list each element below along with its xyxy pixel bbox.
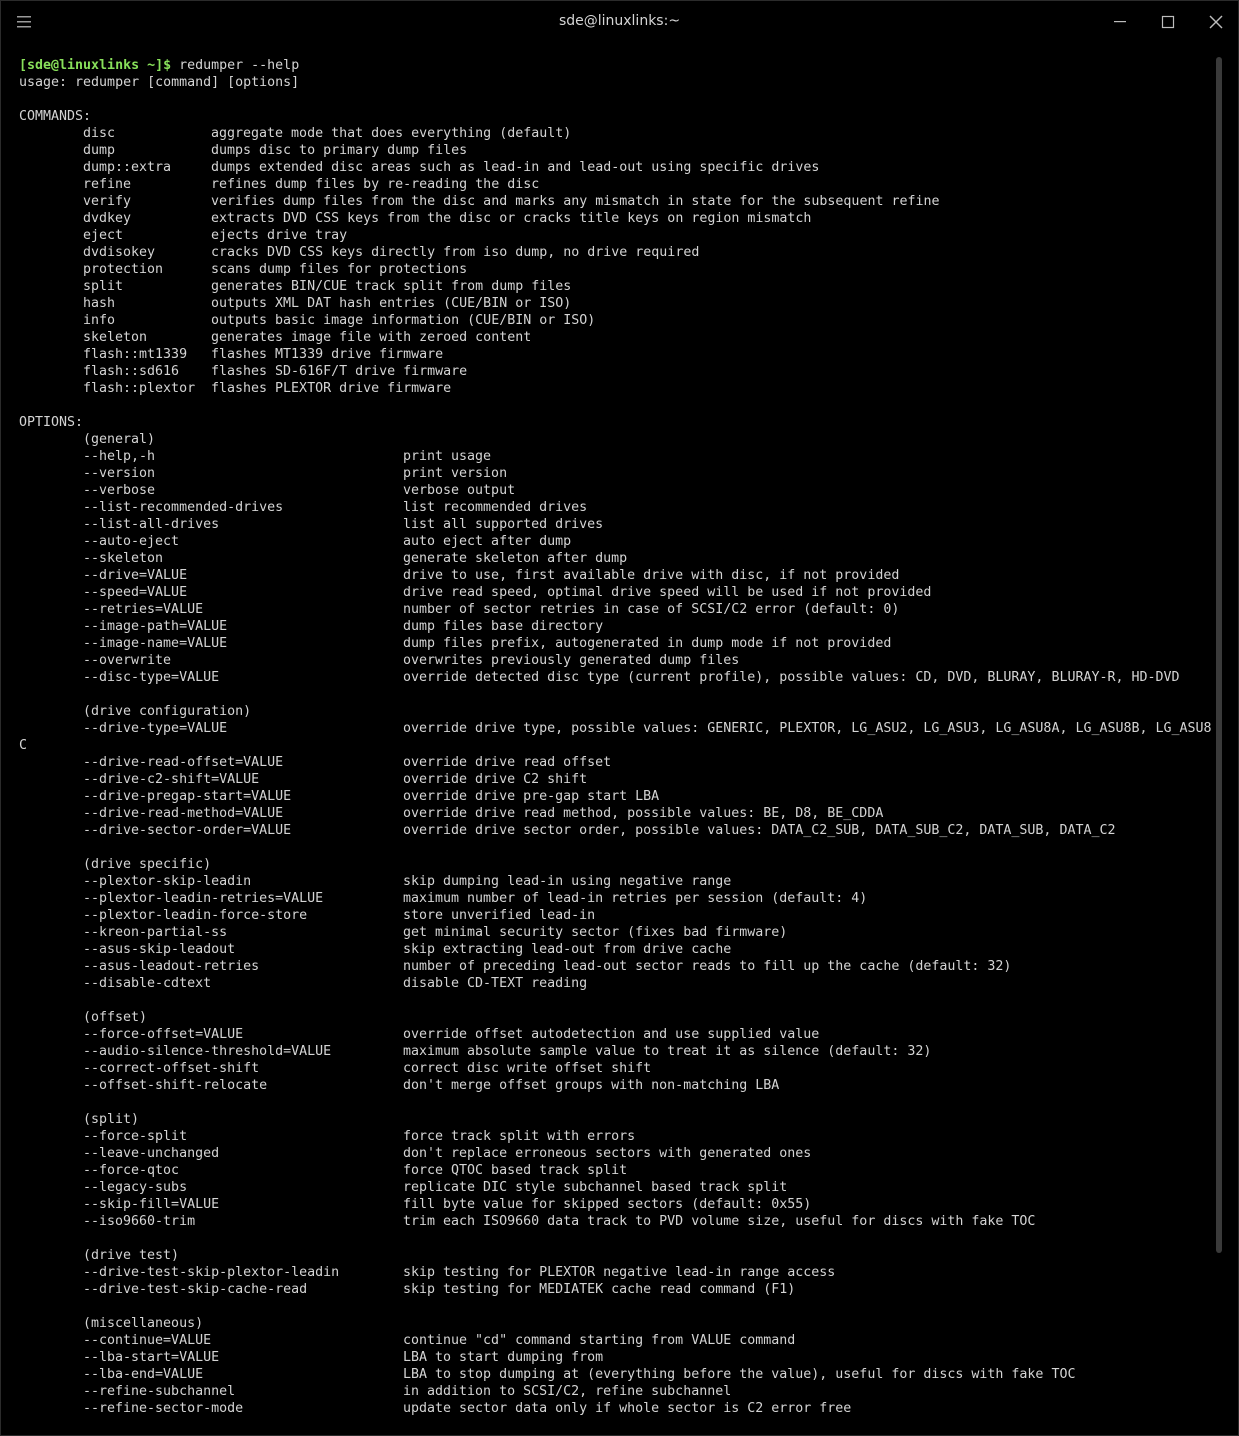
command-description: scans dump files for protections — [211, 262, 468, 277]
command-name: protection — [83, 262, 164, 277]
option-description: override drive type, possible values: GENERIC, PLEXTOR, LG_ASU2, LG_ASU3, LG_ASU8A, LG_ASU8B, LG_ASU8 — [403, 721, 1212, 736]
option-row — [19, 635, 1215, 652]
option-name: --list-recommended-drives — [83, 500, 284, 515]
option-description: verbose output — [403, 483, 516, 498]
close-button[interactable] — [1207, 13, 1225, 31]
commands-list — [19, 125, 1215, 397]
command-row — [19, 159, 1215, 176]
command-row — [19, 380, 1215, 397]
option-description: force QTOC based track split — [403, 1163, 628, 1178]
group-label: (split) — [83, 1112, 140, 1127]
blank-line — [19, 1094, 1215, 1111]
option-row — [19, 1026, 1215, 1043]
option-description: dump files base directory — [403, 619, 604, 634]
option-row — [19, 805, 1215, 822]
option-description: update sector data only if whole sector is C2 error free — [403, 1401, 852, 1416]
option-description: maximum absolute sample value to treat it as silence (default: 32) — [403, 1044, 932, 1059]
option-description: number of preceding lead-out sector reads to fill up the cache (default: 32) — [403, 959, 1012, 974]
command-row — [19, 125, 1215, 142]
option-group-title — [19, 856, 1215, 873]
option-description: store unverified lead-in — [403, 908, 596, 923]
command-name: skeleton — [83, 330, 148, 345]
option-group-title — [19, 703, 1215, 720]
option-name: --lba-end=VALUE — [83, 1367, 204, 1382]
option-group-title — [19, 1315, 1215, 1332]
option-description: LBA to stop dumping at (everything before the value), useful for discs with fake TOC — [403, 1367, 1076, 1382]
option-name: --refine-subchannel — [83, 1384, 236, 1399]
group-label: (drive specific) — [83, 857, 212, 872]
command-description: generates BIN/CUE track split from dump files — [211, 279, 572, 294]
commands-header: COMMANDS: — [19, 109, 92, 124]
option-row — [19, 941, 1215, 958]
option-description: skip extracting lead-out from drive cache — [403, 942, 732, 957]
option-row — [19, 482, 1215, 499]
blank-line — [19, 397, 1215, 414]
command-name: disc — [83, 126, 116, 141]
option-row — [19, 975, 1215, 992]
option-row — [19, 669, 1215, 686]
option-description: list recommended drives — [403, 500, 588, 515]
maximize-button[interactable] — [1159, 13, 1177, 31]
option-row — [19, 1383, 1215, 1400]
command-row — [19, 312, 1215, 329]
options-header: OPTIONS: — [19, 415, 84, 430]
option-description: trim each ISO9660 data track to PVD volume size, useful for discs with fake TOC — [403, 1214, 1036, 1229]
option-description: generate skeleton after dump — [403, 551, 628, 566]
option-name: --verbose — [83, 483, 156, 498]
option-description: override offset autodetection and use supplied value — [403, 1027, 820, 1042]
blank-line — [19, 839, 1215, 856]
option-description: LBA to start dumping from — [403, 1350, 604, 1365]
option-description: skip dumping lead-in using negative range — [403, 874, 732, 889]
option-name: --image-path=VALUE — [83, 619, 228, 634]
option-name: --asus-leadout-retries — [83, 959, 260, 974]
option-group-title — [19, 1111, 1215, 1128]
command-row — [19, 278, 1215, 295]
command-name: eject — [83, 228, 124, 243]
command-row — [19, 261, 1215, 278]
option-name: --asus-skip-leadout — [83, 942, 236, 957]
blank-line — [19, 686, 1215, 703]
option-name: --force-split — [83, 1129, 188, 1144]
command-description: extracts DVD CSS keys from the disc or cracks title keys on region mismatch — [211, 211, 812, 226]
option-description: override drive C2 shift — [403, 772, 588, 787]
option-name: --skip-fill=VALUE — [83, 1197, 220, 1212]
command-name: dvdisokey — [83, 245, 156, 260]
option-name: --plextor-leadin-force-store — [83, 908, 308, 923]
command-row — [19, 210, 1215, 227]
option-name: --force-offset=VALUE — [83, 1027, 244, 1042]
options-list — [19, 431, 1215, 1417]
option-description: override drive sector order, possible values: DATA_C2_SUB, DATA_SUB_C2, DATA_SUB, DATA_C2 — [403, 823, 1116, 838]
option-name: --drive-test-skip-cache-read — [83, 1282, 308, 1297]
command-description: generates image file with zeroed content — [211, 330, 532, 345]
command-description: flashes PLEXTOR drive firmware — [211, 381, 452, 396]
option-row — [19, 1400, 1215, 1417]
group-label: (drive test) — [83, 1248, 180, 1263]
command-name: dvdkey — [83, 211, 132, 226]
option-description: number of sector retries in case of SCSI/C2 error (default: 0) — [403, 602, 900, 617]
option-row — [19, 873, 1215, 890]
command-description: refines dump files by re-reading the disc — [211, 177, 540, 192]
option-name: --lba-start=VALUE — [83, 1350, 220, 1365]
command-description: outputs XML DAT hash entries (CUE/BIN or ISO) — [211, 296, 572, 311]
option-name: --kreon-partial-ss — [83, 925, 228, 940]
option-description: skip testing for MEDIATEK cache read command (F1) — [403, 1282, 796, 1297]
option-name: --correct-offset-shift — [83, 1061, 260, 1076]
option-name: --refine-sector-mode — [83, 1401, 244, 1416]
blank-line — [19, 1230, 1215, 1247]
command-row — [19, 363, 1215, 380]
option-group-title — [19, 1247, 1215, 1264]
option-row — [19, 567, 1215, 584]
option-row — [19, 1145, 1215, 1162]
option-description: print usage — [403, 449, 492, 464]
option-name: --iso9660-trim — [83, 1214, 196, 1229]
command-description: flashes MT1339 drive firmware — [211, 347, 444, 362]
option-description: override detected disc type (current profile), possible values: CD, DVD, BLURAY, BLURAY-R, HD-DVD — [403, 670, 1180, 685]
option-row — [19, 771, 1215, 788]
wrapped-text: C — [19, 738, 28, 753]
group-label: (general) — [83, 432, 156, 447]
option-row — [19, 1213, 1215, 1230]
option-description: override drive pre-gap start LBA — [403, 789, 660, 804]
command-row — [19, 329, 1215, 346]
option-row — [19, 448, 1215, 465]
command-row — [19, 295, 1215, 312]
option-description: maximum number of lead-in retries per session (default: 4) — [403, 891, 868, 906]
option-row — [19, 788, 1215, 805]
option-name: --offset-shift-relocate — [83, 1078, 268, 1093]
command-description: dumps disc to primary dump files — [211, 143, 468, 158]
option-description: overwrites previously generated dump files — [403, 653, 740, 668]
command-name: dump::extra — [83, 160, 172, 175]
option-name: --drive-read-offset=VALUE — [83, 755, 284, 770]
command-name: verify — [83, 194, 132, 209]
option-description: replicate DIC style subchannel based track split — [403, 1180, 788, 1195]
option-group-title — [19, 431, 1215, 448]
option-row — [19, 1281, 1215, 1298]
option-description: drive read speed, optimal drive speed will be used if not provided — [403, 585, 932, 600]
blank-line — [19, 992, 1215, 1009]
title-bar — [1, 1, 1238, 43]
option-description: override drive read offset — [403, 755, 612, 770]
option-row — [19, 584, 1215, 601]
minimize-icon — [1111, 13, 1129, 31]
command-name: flash::mt1339 — [83, 347, 188, 362]
terminal-output[interactable] — [19, 57, 1215, 1431]
command-name: flash::sd616 — [83, 364, 180, 379]
option-row — [19, 550, 1215, 567]
option-name: --drive-pregap-start=VALUE — [83, 789, 292, 804]
option-description: print version — [403, 466, 508, 481]
option-row — [19, 1162, 1215, 1179]
option-name: --drive-type=VALUE — [83, 721, 228, 736]
option-name: --auto-eject — [83, 534, 180, 549]
window-title: sde@linuxlinks:~ — [558, 13, 681, 29]
option-name: --list-all-drives — [83, 517, 220, 532]
option-description: in addition to SCSI/C2, refine subchannel — [403, 1384, 732, 1399]
option-row — [19, 890, 1215, 907]
command-description: ejects drive tray — [211, 228, 348, 243]
option-name: --skeleton — [83, 551, 164, 566]
option-name: --legacy-subs — [83, 1180, 188, 1195]
option-row — [19, 1264, 1215, 1281]
option-description: list all supported drives — [403, 517, 604, 532]
option-row — [19, 907, 1215, 924]
command-row — [19, 193, 1215, 210]
option-group-title — [19, 1009, 1215, 1026]
shell-prompt: [sde@linuxlinks ~]$ — [19, 58, 172, 73]
minimize-button[interactable] — [1111, 13, 1129, 31]
command-row — [19, 142, 1215, 159]
command-description: dumps extended disc areas such as lead-in and lead-out using specific drives — [211, 160, 820, 175]
option-row — [19, 958, 1215, 975]
option-row — [19, 465, 1215, 482]
group-label: (drive configuration) — [83, 704, 252, 719]
command-row — [19, 227, 1215, 244]
option-description: continue "cd" command starting from VALUE command — [403, 1333, 796, 1348]
option-row — [19, 1196, 1215, 1213]
option-row — [19, 533, 1215, 550]
command-description: outputs basic image information (CUE/BIN or ISO) — [211, 313, 596, 328]
command-name: dump — [83, 143, 116, 158]
scrollbar[interactable] — [1216, 57, 1222, 1253]
command-line — [19, 57, 1215, 74]
usage-line: usage: redumper [command] [options] — [19, 75, 300, 90]
option-name: --drive-read-method=VALUE — [83, 806, 284, 821]
option-description: get minimal security sector (fixes bad firmware) — [403, 925, 788, 940]
option-row — [19, 1366, 1215, 1383]
option-row — [19, 924, 1215, 941]
option-row — [19, 822, 1215, 839]
option-name: --leave-unchanged — [83, 1146, 220, 1161]
group-label: (miscellaneous) — [83, 1316, 204, 1331]
option-name: --drive-c2-shift=VALUE — [83, 772, 260, 787]
command-row — [19, 176, 1215, 193]
option-row — [19, 1332, 1215, 1349]
command-description: aggregate mode that does everything (default) — [211, 126, 572, 141]
option-description: skip testing for PLEXTOR negative lead-in range access — [403, 1265, 836, 1280]
typed-command: redumper --help — [171, 58, 300, 73]
blank-line — [19, 91, 1215, 108]
option-description: force track split with errors — [403, 1129, 636, 1144]
option-name: --drive-test-skip-plextor-leadin — [83, 1265, 340, 1280]
command-name: flash::plextor — [83, 381, 196, 396]
command-description: cracks DVD CSS keys directly from iso dump, no drive required — [211, 245, 700, 260]
option-description: fill byte value for skipped sectors (default: 0x55) — [403, 1197, 812, 1212]
command-description: flashes SD-616F/T drive firmware — [211, 364, 468, 379]
maximize-icon — [1159, 13, 1177, 31]
option-name: --drive-sector-order=VALUE — [83, 823, 292, 838]
option-row — [19, 720, 1215, 737]
option-description: auto eject after dump — [403, 534, 572, 549]
command-name: info — [83, 313, 116, 328]
option-row — [19, 754, 1215, 771]
option-name: --plextor-leadin-retries=VALUE — [83, 891, 324, 906]
option-name: --disable-cdtext — [83, 976, 212, 991]
option-name: --overwrite — [83, 653, 172, 668]
group-label: (offset) — [83, 1010, 148, 1025]
option-name: --continue=VALUE — [83, 1333, 212, 1348]
command-name: hash — [83, 296, 116, 311]
command-description: verifies dump files from the disc and marks any mismatch in state for the subsequent refine — [211, 194, 940, 209]
option-name: --disc-type=VALUE — [83, 670, 220, 685]
command-row — [19, 346, 1215, 363]
option-description: correct disc write offset shift — [403, 1061, 652, 1076]
option-name: --drive=VALUE — [83, 568, 188, 583]
option-name: --audio-silence-threshold=VALUE — [83, 1044, 332, 1059]
command-name: split — [83, 279, 124, 294]
option-description: disable CD-TEXT reading — [403, 976, 588, 991]
option-row — [19, 1077, 1215, 1094]
option-description: don't merge offset groups with non-matching LBA — [403, 1078, 780, 1093]
option-row — [19, 618, 1215, 635]
option-description: drive to use, first available drive with disc, if not provided — [403, 568, 900, 583]
option-description: override drive read method, possible values: BE, D8, BE_CDDA — [403, 806, 884, 821]
option-name: --version — [83, 466, 156, 481]
option-name: --force-qtoc — [83, 1163, 180, 1178]
option-name: --plextor-skip-leadin — [83, 874, 252, 889]
option-name: --help,-h — [83, 449, 156, 464]
option-row — [19, 601, 1215, 618]
option-row — [19, 516, 1215, 533]
option-row — [19, 1060, 1215, 1077]
command-name: refine — [83, 177, 132, 192]
option-row — [19, 1043, 1215, 1060]
option-name: --image-name=VALUE — [83, 636, 228, 651]
option-name: --retries=VALUE — [83, 602, 204, 617]
option-description: don't replace erroneous sectors with generated ones — [403, 1146, 812, 1161]
option-row — [19, 1128, 1215, 1145]
option-name: --speed=VALUE — [83, 585, 188, 600]
option-description: dump files prefix, autogenerated in dump mode if not provided — [403, 636, 892, 651]
option-row — [19, 499, 1215, 516]
option-row — [19, 652, 1215, 669]
command-row — [19, 244, 1215, 261]
blank-line — [19, 1298, 1215, 1315]
option-row — [19, 1349, 1215, 1366]
option-row — [19, 1179, 1215, 1196]
close-icon — [1207, 13, 1225, 31]
